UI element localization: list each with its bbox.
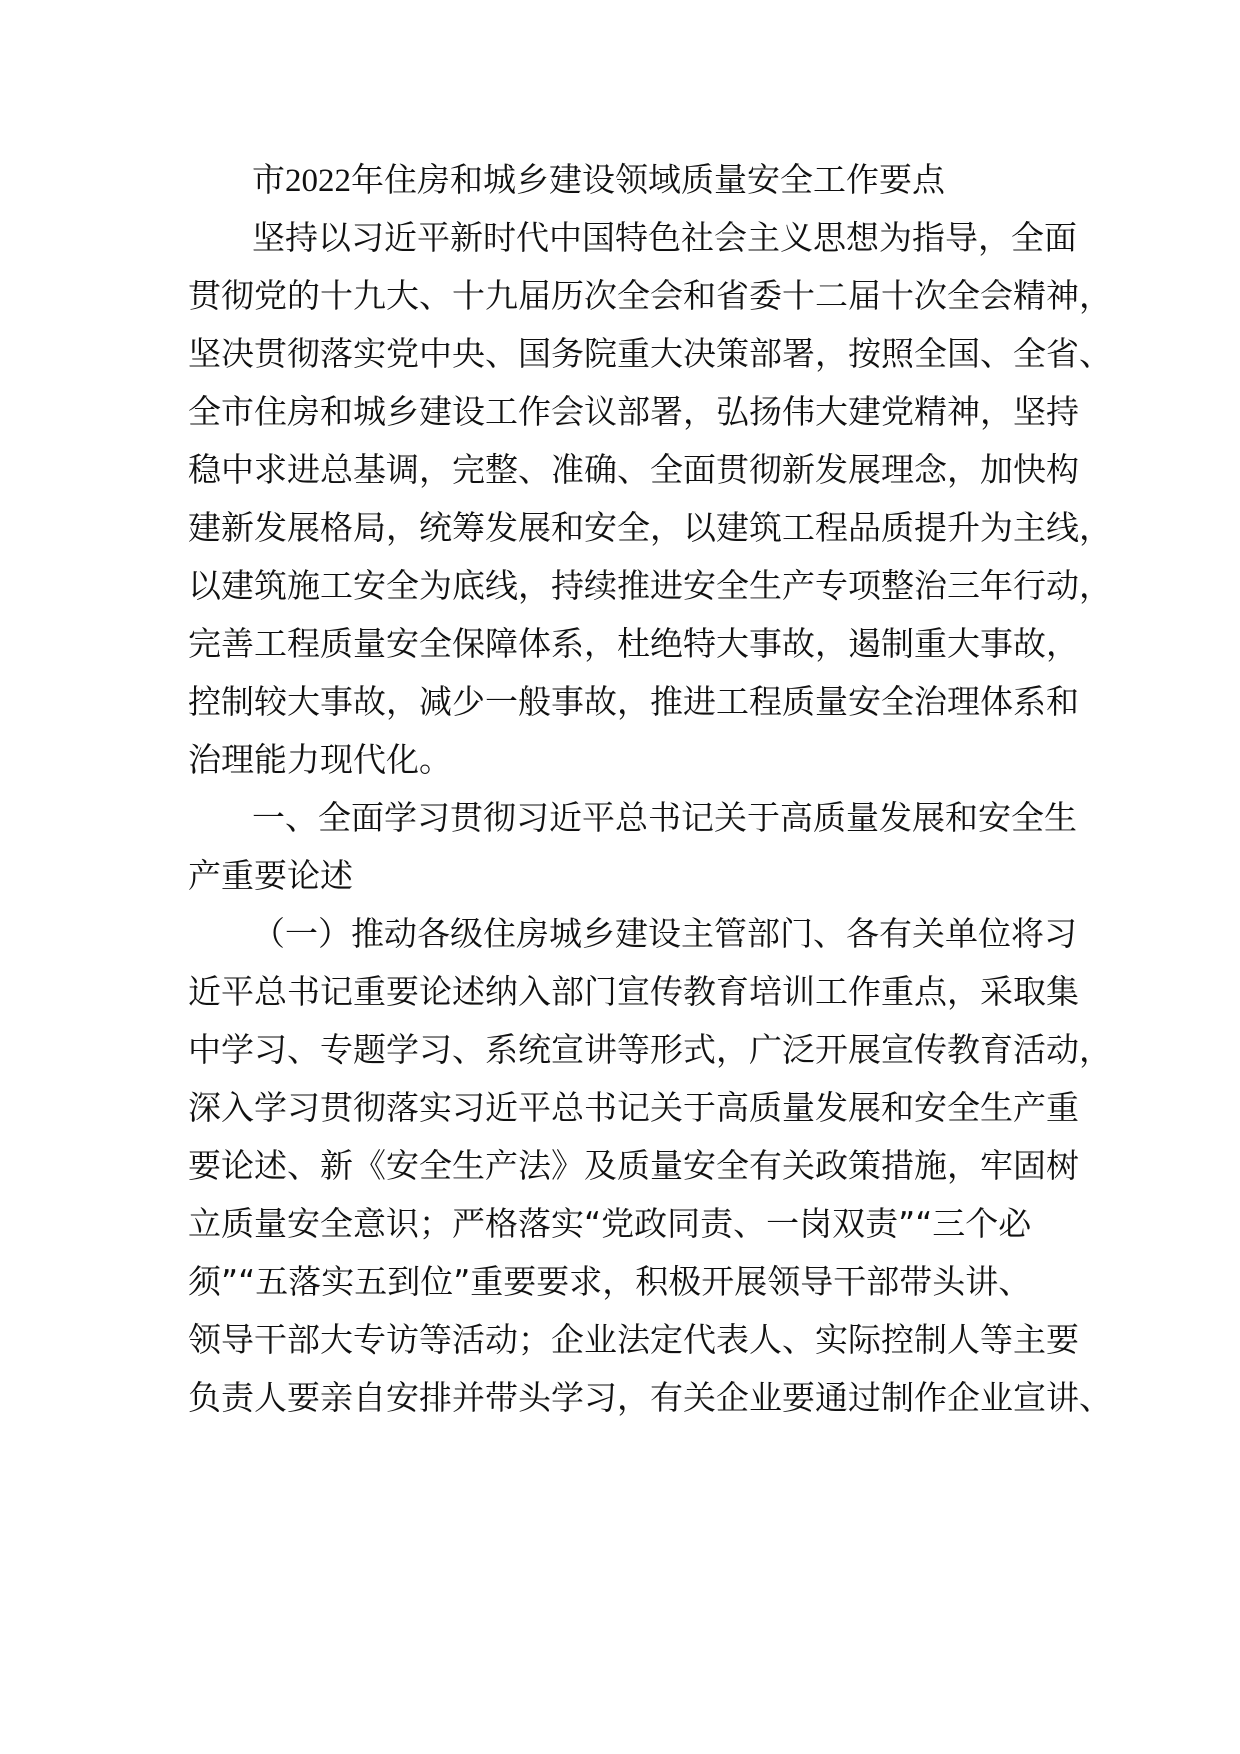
title-suffix: 年住房和城乡建设领域质量安全工作要点: [351, 160, 945, 199]
body-line: 以建筑施工安全为底线，持续推进安全生产专项整治三年行动，: [188, 566, 1112, 605]
body-line: 稳中求进总基调，完整、准确、全面贯彻新发展理念，加快构: [188, 450, 1079, 489]
body-line: 贯彻党的十九大、十九届历次全会和省委十二届十次全会精神，: [188, 276, 1112, 315]
body-line: 领导干部大专访等活动；企业法定代表人、实际控制人等主要: [188, 1320, 1079, 1359]
body-line: 立质量安全意识；严格落实“党政同责、一岗双责”“三个必: [188, 1204, 1032, 1243]
document-title: [252, 158, 1152, 202]
body-line: 完善工程质量安全保障体系，杜绝特大事故，遏制重大事故，: [188, 624, 1079, 663]
body-line: 要论述、新《安全生产法》及质量安全有关政策措施，牢固树: [188, 1146, 1079, 1185]
body-line: 须”“五落实五到位”重要要求，积极开展领导干部带头讲、: [188, 1262, 1032, 1301]
body-line: 建新发展格局，统筹发展和安全，以建筑工程品质提升为主线，: [188, 508, 1112, 547]
body-line: 负责人要亲自安排并带头学习，有关企业要通过制作企业宣讲、: [188, 1378, 1112, 1417]
body-line: 全市住房和城乡建设工作会议部署，弘扬伟大建党精神，坚持: [188, 392, 1079, 431]
body-line: 中学习、专题学习、系统宣讲等形式，广泛开展宣传教育活动，: [188, 1030, 1112, 1069]
body-line: 坚持以习近平新时代中国特色社会主义思想为指导，全面: [252, 218, 1077, 257]
body-line: 控制较大事故，减少一般事故，推进工程质量安全治理体系和: [188, 682, 1079, 721]
body-line: 坚决贯彻落实党中央、国务院重大决策部署，按照全国、全省、: [188, 334, 1112, 373]
section-heading: 一、全面学习贯彻习近平总书记关于高质量发展和安全生: [252, 798, 1077, 837]
title-year: 2022: [285, 163, 351, 199]
body-line: （一）推动各级住房城乡建设主管部门、各有关单位将习: [252, 914, 1077, 953]
body-line: 治理能力现代化。: [188, 740, 452, 779]
section-heading-continued: 产重要论述: [188, 856, 353, 895]
body-line: 近平总书记重要论述纳入部门宣传教育培训工作重点，采取集: [188, 972, 1079, 1011]
title-prefix: 市: [252, 160, 285, 199]
body-line: 深入学习贯彻落实习近平总书记关于高质量发展和安全生产重: [188, 1088, 1079, 1127]
